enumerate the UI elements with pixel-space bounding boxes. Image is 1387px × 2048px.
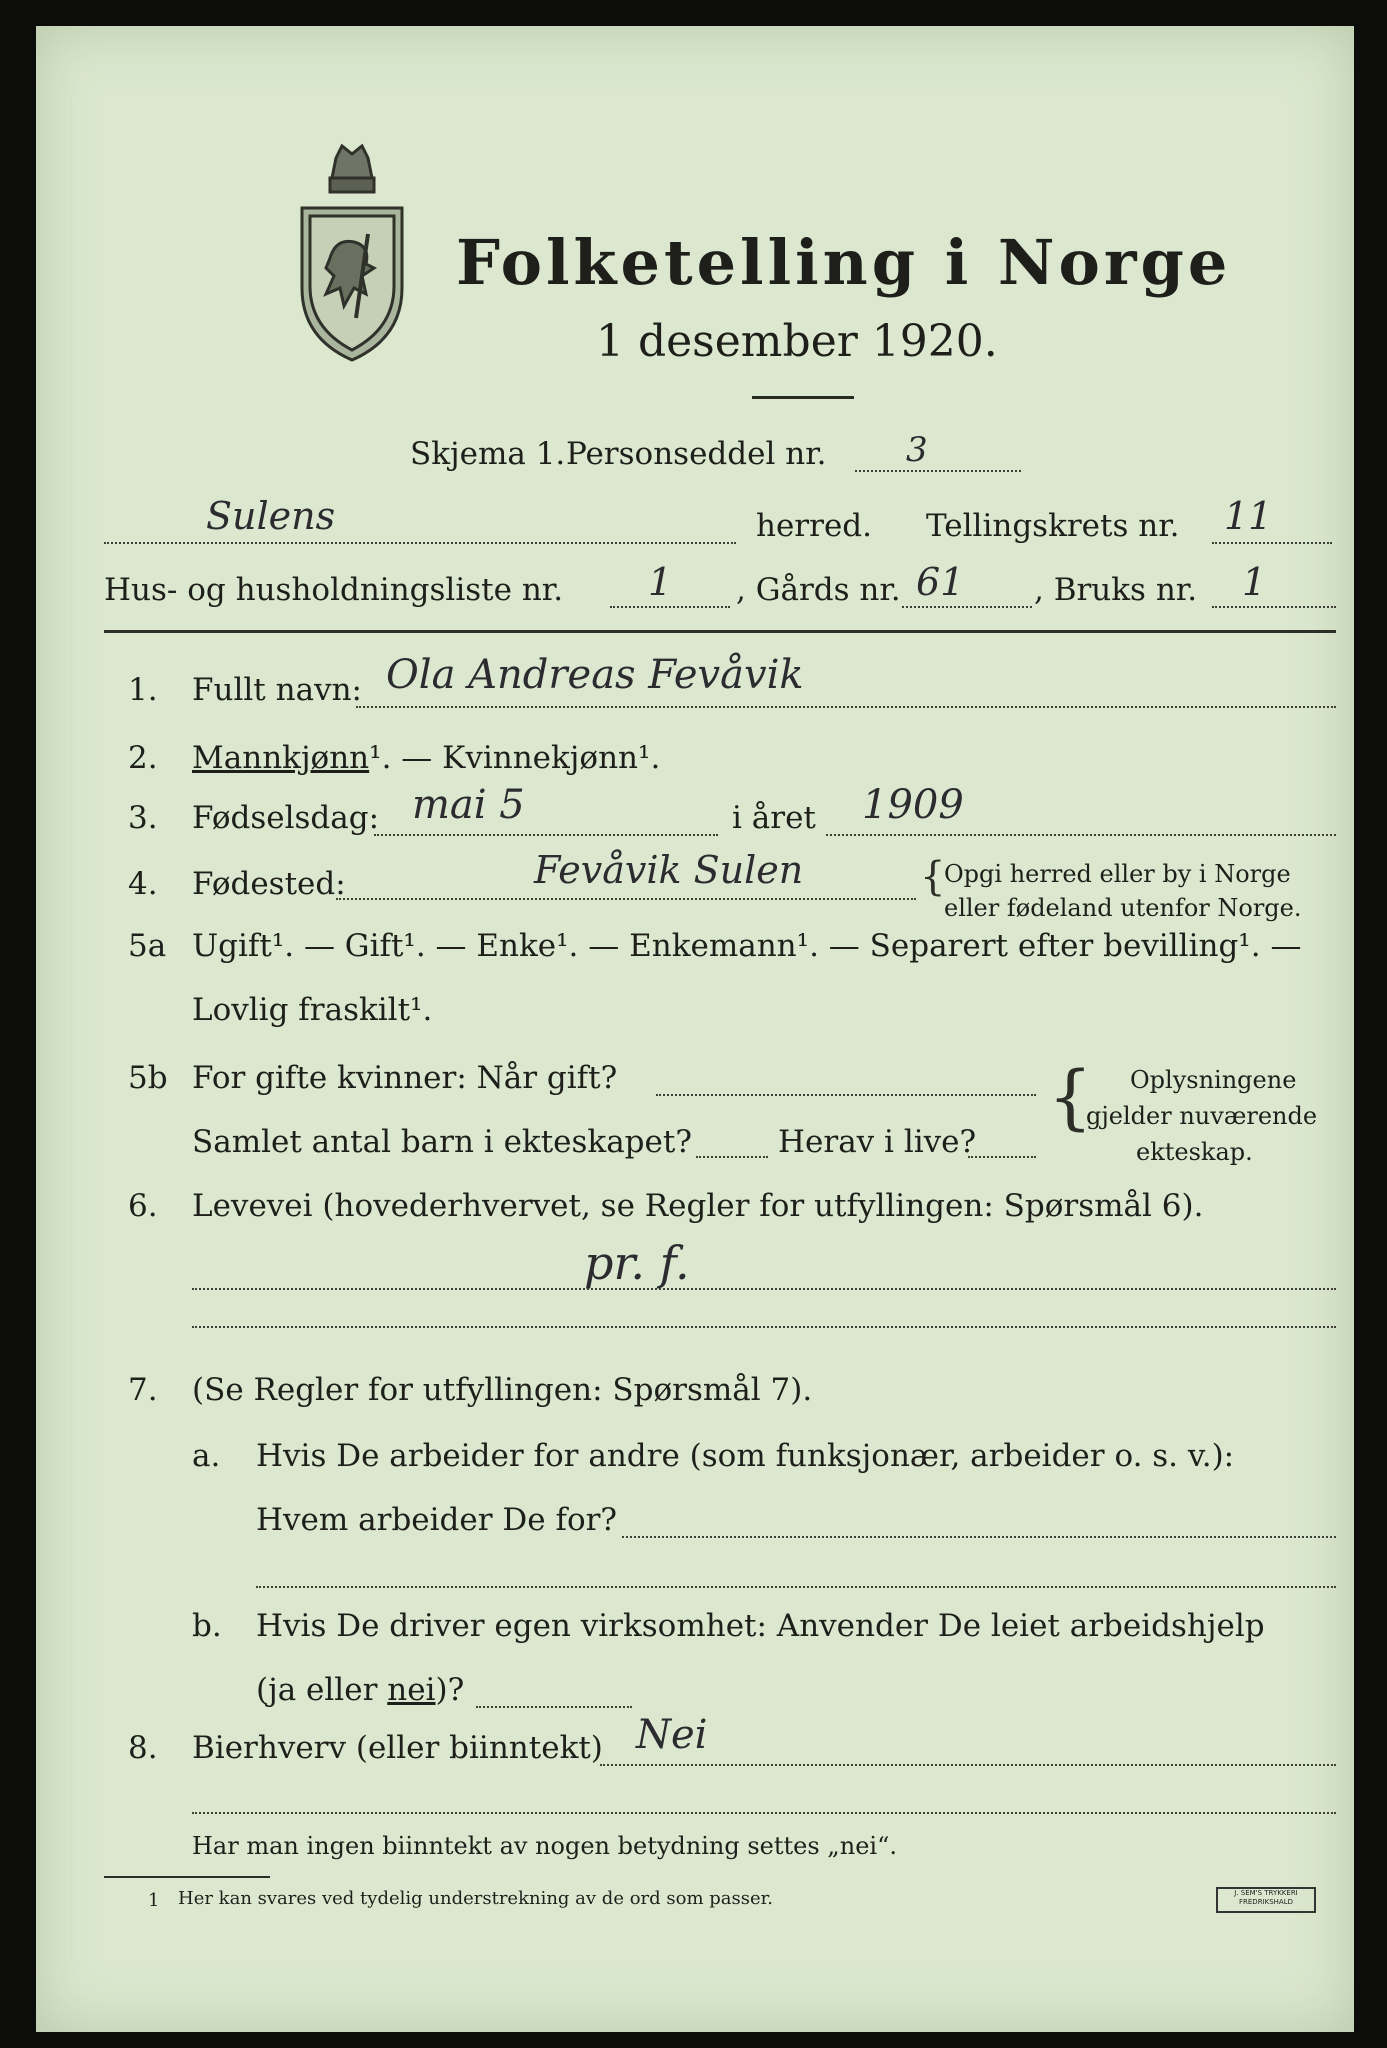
personseddel-label: Personseddel nr. xyxy=(566,436,827,472)
q5b-married-line xyxy=(656,1094,1036,1096)
gards-line xyxy=(902,606,1032,608)
q3-number: 3. xyxy=(128,800,158,836)
q7b-line2-a: (ja eller xyxy=(256,1672,388,1708)
q7b-line2 xyxy=(256,1672,464,1708)
census-form-page xyxy=(36,26,1354,2032)
q7a-line-2 xyxy=(256,1586,1336,1588)
q6-label: Levevei (hovederhvervet, se Regler for utfyllingen: Spørsmål 6). xyxy=(192,1188,1204,1224)
q5b-alive-line xyxy=(968,1156,1036,1158)
q4-value: Fevåvik Sulen xyxy=(534,848,804,892)
q7a-line1: Hvis De arbeider for andre (som funksjonær, arbeider o. s. v.): xyxy=(256,1438,1235,1474)
q1-value: Ola Andreas Fevåvik xyxy=(386,652,804,698)
q1-line xyxy=(356,706,1336,708)
q6-line-1 xyxy=(192,1288,1336,1290)
q3-year-value: 1909 xyxy=(862,782,964,828)
q8-number: 8. xyxy=(128,1730,158,1766)
header-divider xyxy=(104,630,1336,633)
printer-stamp: J. SEM'S TRYKKERI FREDRIKSHALD xyxy=(1216,1887,1316,1913)
tellingskrets-line xyxy=(1212,542,1332,544)
footnote-rule xyxy=(104,1876,270,1878)
q2-sex-options xyxy=(192,740,660,776)
q5b-children-line xyxy=(696,1156,768,1158)
census-date: 1 desember 1920. xyxy=(596,316,998,367)
q5b-note-2: gjelder nuværende xyxy=(1086,1102,1318,1130)
q7b-line2-b: )? xyxy=(435,1672,465,1708)
q7a-line xyxy=(622,1536,1336,1538)
q3-year-label: i året xyxy=(732,800,816,836)
q8-label: Bierhverv (eller biinntekt) xyxy=(192,1730,603,1766)
q1-number: 1. xyxy=(128,672,158,708)
q5b-number: 5b xyxy=(128,1060,168,1096)
q4-line xyxy=(336,898,916,900)
q1-label: Fullt navn: xyxy=(192,672,362,708)
q2-kvinne: Kvinnekjønn¹. xyxy=(442,740,661,776)
q2-separator: ¹. — xyxy=(369,740,443,776)
q7a-line2: Hvem arbeider De for? xyxy=(256,1502,618,1538)
norway-coat-of-arms-icon xyxy=(296,138,408,362)
q3-line xyxy=(374,834,718,836)
q7a-letter: a. xyxy=(192,1438,221,1474)
form-title: Folketelling i Norge xyxy=(456,226,1232,299)
title-divider xyxy=(752,396,854,399)
personseddel-value: 3 xyxy=(906,430,928,470)
q4-number: 4. xyxy=(128,866,158,902)
schema-label: Skjema 1. xyxy=(410,436,566,472)
q2-mann: Mannkjønn xyxy=(192,740,370,776)
q8-value: Nei xyxy=(636,1712,708,1758)
q3-year-line xyxy=(826,834,1336,836)
q7-number: 7. xyxy=(128,1372,158,1408)
hus-value: 1 xyxy=(648,560,673,604)
q6-number: 6. xyxy=(128,1188,158,1224)
hus-line xyxy=(610,606,730,608)
q5b-brace: { xyxy=(1048,1056,1093,1138)
q5b-label3: Herav i live? xyxy=(778,1124,977,1160)
income-note: Har man ingen biinntekt av nogen betydning settes „nei“. xyxy=(192,1832,897,1860)
tellingskrets-label: Tellingskrets nr. xyxy=(926,508,1180,544)
q4-brace: { xyxy=(920,854,946,900)
q7-label: (Se Regler for utfyllingen: Spørsmål 7). xyxy=(192,1372,813,1408)
personseddel-line xyxy=(855,470,1021,472)
q4-note-1: Opgi herred eller by i Norge xyxy=(944,860,1291,888)
q3-label: Fødselsdag: xyxy=(192,800,380,836)
q6-value: pr. f. xyxy=(584,1236,690,1290)
herred-value: Sulens xyxy=(206,494,336,538)
q7b-answer-line xyxy=(476,1706,632,1708)
bruks-value: 1 xyxy=(1242,560,1267,604)
q6-line-2 xyxy=(192,1326,1336,1328)
hus-label: Hus- og husholdningsliste nr. xyxy=(104,572,564,608)
q2-number: 2. xyxy=(128,740,158,776)
herred-label: herred. xyxy=(756,508,872,544)
q4-label: Fødested: xyxy=(192,866,346,902)
gards-label: , Gårds nr. xyxy=(736,572,901,608)
footnote-mark: 1 xyxy=(148,1890,160,1911)
q5a-number: 5a xyxy=(128,928,167,964)
q5b-note-3: ekteskap. xyxy=(1136,1138,1253,1166)
q5a-line1: Ugift¹. — Gift¹. — Enke¹. — Enkemann¹. — Separert efter bevilling¹. — xyxy=(192,928,1302,964)
bruks-label: , Bruks nr. xyxy=(1034,572,1198,608)
q5b-label1: For gifte kvinner: Når gift? xyxy=(192,1060,618,1096)
herred-line xyxy=(104,542,736,544)
footnote-text: Her kan svares ved tydelig understrekning av de ord som passer. xyxy=(178,1888,773,1909)
q7b-nei: nei xyxy=(387,1672,436,1708)
q7b-line1: Hvis De driver egen virksomhet: Anvender De leiet arbeidshjelp xyxy=(256,1608,1265,1644)
tellingskrets-value: 11 xyxy=(1224,494,1273,538)
q4-note-2: eller fødeland utenfor Norge. xyxy=(944,894,1302,922)
q5b-note-1: Oplysningene xyxy=(1130,1066,1297,1094)
q5b-label2: Samlet antal barn i ekteskapet? xyxy=(192,1124,692,1160)
gards-value: 61 xyxy=(916,560,965,604)
q5a-line2: Lovlig fraskilt¹. xyxy=(192,992,433,1028)
q8-line-2 xyxy=(192,1812,1336,1814)
bruks-line xyxy=(1212,606,1336,608)
q8-line xyxy=(600,1764,1336,1766)
q3-value: mai 5 xyxy=(412,782,525,828)
q7b-letter: b. xyxy=(192,1608,222,1644)
